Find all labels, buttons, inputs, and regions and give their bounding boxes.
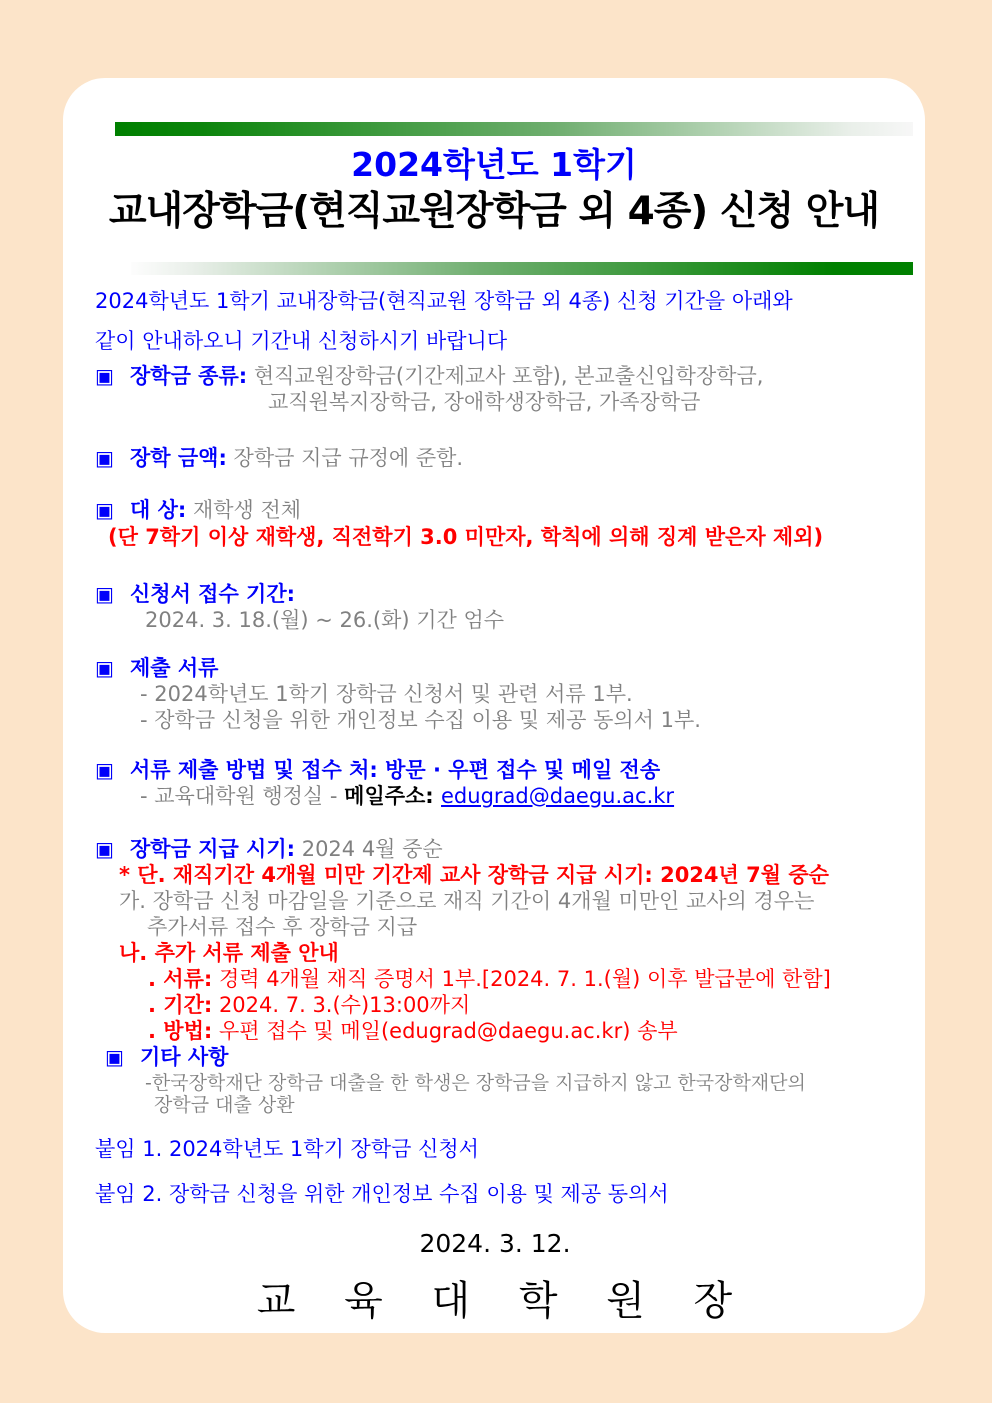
amount-value: 장학금 지급 규정에 준함. (226, 446, 464, 470)
additional-method-label: . 방법: (148, 1019, 213, 1043)
email-link[interactable]: edugrad@daegu.ac.kr (441, 784, 675, 808)
additional-doc-label: . 서류: (148, 967, 213, 991)
notice-title: 교내장학금(현직교원장학금 외 4종) 신청 안내 (108, 189, 880, 234)
target-label: 대 상: (130, 498, 187, 522)
payment-label: 장학금 지급 시기: (130, 837, 296, 861)
square-bullet-icon: ▣ (95, 582, 114, 606)
etc-label: 기타 사항 (140, 1045, 229, 1069)
section-target (95, 497, 895, 523)
additional-method-value: 우편 접수 및 메일(edugrad@daegu.ac.kr) 송부 (212, 1019, 678, 1043)
period-label: 신청서 접수 기간: (130, 582, 296, 606)
documents-label: 제출 서류 (130, 656, 219, 680)
period-dates: 2024. 3. 18.(월) ~ 26.(화) 기간 엄수 (145, 608, 505, 632)
submission-office-line (140, 783, 895, 809)
types-value-continued: 교직원복지장학금, 장애학생장학금, 가족장학금 (268, 390, 701, 414)
notice-body (63, 281, 925, 1323)
square-bullet-icon: ▣ (95, 364, 114, 388)
documents-item-2: - 장학금 신청을 위한 개인정보 수집 이용 및 제공 동의서 1부. (140, 708, 701, 732)
intro-paragraph (95, 281, 895, 361)
square-bullet-icon: ▣ (95, 837, 114, 861)
square-bullet-icon: ▣ (95, 656, 114, 680)
amount-label: 장학 금액: (130, 446, 227, 470)
section-required-documents (95, 655, 895, 681)
additional-time-value: 2024. 7. 3.(수)13:00까지 (212, 993, 471, 1017)
additional-doc-value: 경력 4개월 재직 증명서 1부.[2024. 7. 1.(월) 이후 발급분에 한함] (212, 967, 831, 991)
section-etc (95, 1044, 895, 1070)
etc-note-line-2: 장학금 대출 상환 (154, 1094, 295, 1116)
types-label: 장학금 종류: (130, 364, 248, 388)
additional-time-label: . 기간: (148, 993, 213, 1017)
submission-office: - 교육대학원 행정실 - (140, 784, 345, 808)
email-label: 메일주소: (344, 784, 442, 808)
attachment-2: 붙임 2. 장학금 신청을 위한 개인정보 수집 이용 및 제공 동의서 (95, 1182, 669, 1206)
additional-method-line (148, 1018, 895, 1044)
intro-line-1: 2024학년도 1학기 교내장학금(현직교원 장학금 외 4종) 신청 기간을 아래와 (95, 289, 793, 313)
payment-item-ga-continued: 추가서류 접수 후 장학금 지급 (147, 915, 418, 939)
square-bullet-icon: ▣ (95, 758, 114, 782)
payment-item-ga: 가. 장학금 신청 마감일을 기준으로 재직 기간이 4개월 미만인 교사의 경우는 (119, 889, 815, 913)
additional-doc-line (148, 966, 895, 992)
section-submission-method (95, 757, 895, 783)
top-gradient-bar (115, 122, 913, 136)
notice-subtitle: 2024학년도 1학기 (351, 145, 637, 184)
section-payment-timing (95, 836, 895, 862)
submission-label: 서류 제출 방법 및 접수 처: 방문 · 우편 접수 및 메일 전송 (130, 758, 661, 782)
etc-note-line-1: -한국장학재단 장학금 대출을 한 학생은 장학금을 지급하지 않고 한국장학재단의 (145, 1072, 806, 1094)
types-value: 현직교원장학금(기간제교사 포함), 본교출신입학장학금, (247, 364, 764, 388)
signature-dean: 교 육 대 학 원 장 (256, 1278, 734, 1324)
square-bullet-icon: ▣ (95, 498, 114, 522)
additional-time-line (148, 992, 895, 1018)
payment-exception-note: * 단. 재직기간 4개월 미만 기간제 교사 장학금 지급 시기: 2024년 7월 중순 (119, 863, 829, 887)
issue-date: 2024. 3. 12. (419, 1229, 571, 1258)
square-bullet-icon: ▣ (105, 1045, 124, 1069)
target-exclusion-note: (단 7학기 이상 재학생, 직전학기 3.0 미만자, 학칙에 의해 징계 받은자 제외) (108, 525, 824, 549)
section-amount (95, 445, 895, 471)
bottom-gradient-bar (131, 262, 913, 275)
documents-item-1: - 2024학년도 1학기 장학금 신청서 및 관련 서류 1부. (140, 682, 633, 706)
payment-item-na: 나. 추가 서류 제출 안내 (119, 941, 339, 965)
payment-value: 2024 4월 중순 (295, 837, 443, 861)
target-value: 재학생 전체 (186, 498, 302, 522)
section-scholarship-types (95, 363, 895, 389)
notice-card (63, 78, 925, 1333)
section-application-period (95, 581, 895, 607)
attachment-1: 붙임 1. 2024학년도 1학기 장학금 신청서 (95, 1137, 479, 1161)
square-bullet-icon: ▣ (95, 446, 114, 470)
intro-line-2: 같이 안내하오니 기간내 신청하시기 바랍니다 (95, 329, 508, 353)
